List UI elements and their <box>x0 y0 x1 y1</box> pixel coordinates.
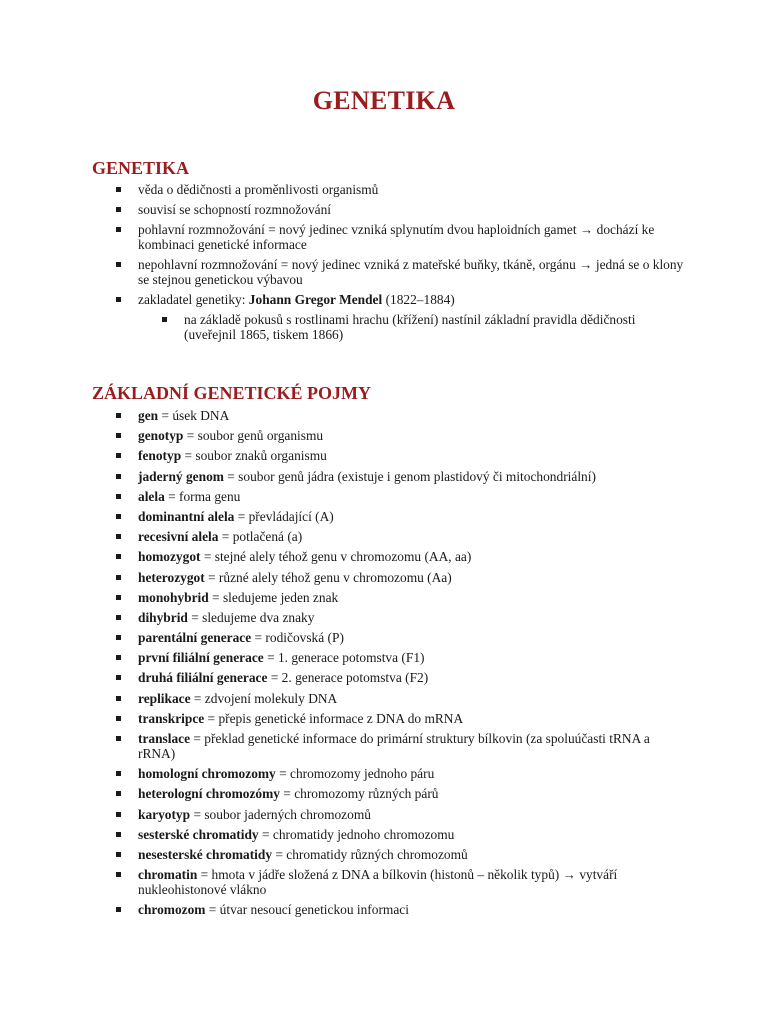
term-definition: = sledujeme dva znaky <box>187 609 315 625</box>
term-list-item <box>115 529 685 544</box>
term-name: genotyp <box>138 428 184 444</box>
sub-list-item <box>161 312 685 342</box>
term-name: dihybrid <box>138 609 188 625</box>
item-text: pohlavní rozmnožování = nový jedinec vzniká splynutím dvou haploidních gamet → dochází ke kombinaci genetické informace <box>138 222 655 252</box>
item-text: souvisí se schopností rozmnožování <box>138 202 332 217</box>
term-list-item <box>115 847 685 862</box>
term-definition: = chromozomy jednoho páru <box>275 766 435 782</box>
term-definition: = sledujeme jeden znak <box>208 589 339 605</box>
term-list-item <box>115 650 685 665</box>
term-definition: = 1. generace potomstva (F1) <box>263 650 425 666</box>
term-definition: = forma genu <box>164 488 241 504</box>
term-name: gen <box>138 408 159 423</box>
term-definition: = soubor genů jádra (existuje i genom plastidový či mitochondriální) <box>223 468 596 484</box>
list-item <box>115 257 685 287</box>
term-name: karyotyp <box>138 806 191 822</box>
term-list-item <box>115 610 685 625</box>
term-name: jaderný genom <box>138 468 224 484</box>
list-item <box>115 292 685 342</box>
term-definition: = úsek DNA <box>158 408 230 423</box>
item-text: věda o dědičnosti a proměnlivosti organismů <box>138 182 379 197</box>
term-definition: = rodičovská (P) <box>251 630 344 646</box>
term-list-item <box>115 786 685 801</box>
term-definition: = chromozomy různých párů <box>279 786 439 802</box>
term-list-item <box>115 766 685 781</box>
term-name: translace <box>138 731 191 746</box>
item-prefix: zakladatel genetiky: <box>138 292 249 307</box>
term-list-item <box>115 691 685 706</box>
term-definition: = 2. generace potomstva (F2) <box>267 670 429 686</box>
term-definition: = potlačená (a) <box>218 529 303 545</box>
term-name: fenotyp <box>138 448 182 464</box>
list-item <box>115 182 685 197</box>
sub-bullet-list <box>138 312 685 342</box>
term-name: parentální generace <box>138 630 252 646</box>
term-name: chromozom <box>138 902 206 918</box>
terms-bullet-list <box>115 408 685 923</box>
term-list-item <box>115 630 685 645</box>
term-name: replikace <box>138 690 191 706</box>
term-list-item <box>115 827 685 842</box>
term-list-item <box>115 509 685 524</box>
item-suffix: (1822–1884) <box>382 292 455 307</box>
term-name: homozygot <box>138 549 201 565</box>
term-list-item <box>115 731 685 761</box>
term-list-item <box>115 807 685 822</box>
term-definition: = chromatidy jednoho chromozomu <box>258 826 455 842</box>
term-definition: = stejné alely téhož genu v chromozomu (AA, aa) <box>200 549 472 565</box>
term-name: homologní chromozomy <box>138 766 276 782</box>
term-definition: = útvar nesoucí genetickou informaci <box>205 902 409 918</box>
section-heading-genetika: GENETIKA <box>92 158 190 178</box>
intro-bullet-list <box>115 182 685 347</box>
term-definition: = různé alely téhož genu v chromozomu (Aa) <box>204 569 452 585</box>
term-definition: = překlad genetické informace do primární struktury bílkovin (za spoluúčasti tRNA a rRNA) <box>138 731 650 761</box>
term-definition: = soubor jaderných chromozomů <box>190 806 371 822</box>
term-definition: = zdvojení molekuly DNA <box>190 690 338 706</box>
item-text: nepohlavní rozmnožování = nový jedinec vzniká z mateřské buňky, tkáně, orgánu → jedná se o klony se stejnou genetickou výbavou <box>138 257 684 287</box>
term-list-item <box>115 408 685 423</box>
term-list-item <box>115 590 685 605</box>
term-name: nesesterské chromatidy <box>138 846 273 862</box>
term-definition: = převládající (A) <box>234 508 334 524</box>
term-definition: = soubor znaků organismu <box>181 448 327 464</box>
section-heading-terms: ZÁKLADNÍ GENETICKÉ POJMY <box>92 383 372 403</box>
term-list-item <box>115 448 685 463</box>
term-list-item <box>115 489 685 504</box>
founder-name: Johann Gregor Mendel <box>248 292 383 307</box>
term-list-item <box>115 902 685 917</box>
term-name: alela <box>138 488 165 504</box>
term-name: heterologní chromozómy <box>138 786 280 802</box>
term-name: monohybrid <box>138 589 209 605</box>
term-name: recesivní alela <box>138 529 219 545</box>
term-list-item <box>115 549 685 564</box>
term-list-item <box>115 469 685 484</box>
term-list-item <box>115 670 685 685</box>
term-definition: = chromatidy různých chromozomů <box>272 846 468 862</box>
sub-item-text: na základě pokusů s rostlinami hrachu (křížení) nastínil základní pravidla dědičnosti (uveřejnil 1865, tiskem 1866) <box>184 312 636 342</box>
term-definition: = přepis genetické informace z DNA do mRNA <box>204 710 464 726</box>
list-item <box>115 222 685 252</box>
term-name: první filiální generace <box>138 650 264 666</box>
term-list-item <box>115 428 685 443</box>
term-name: sesterské chromatidy <box>138 826 259 842</box>
list-item <box>115 202 685 217</box>
term-name: heterozygot <box>138 569 205 585</box>
document-title: GENETIKA <box>312 86 456 115</box>
term-definition: = hmota v jádře složená z DNA a bílkovin (histonů – několik typů) → vytváří nukleohistonové vlákno <box>138 867 618 898</box>
term-definition: = soubor genů organismu <box>183 428 324 444</box>
term-name: druhá filiální generace <box>138 670 268 686</box>
term-list-item <box>115 867 685 897</box>
term-list-item <box>115 570 685 585</box>
term-name: chromatin <box>138 867 198 883</box>
term-name: transkripce <box>138 710 205 726</box>
term-list-item <box>115 711 685 726</box>
term-name: dominantní alela <box>138 508 235 524</box>
